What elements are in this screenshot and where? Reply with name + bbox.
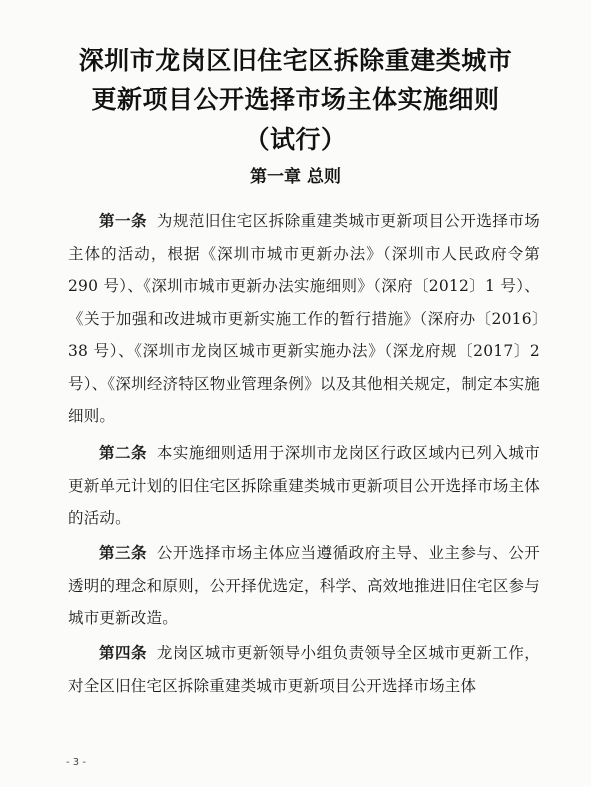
title-line-3: （试行） <box>244 125 347 154</box>
article-3 <box>68 537 540 635</box>
page-number: - 3 - <box>66 757 86 768</box>
article-label: 第二条 <box>99 444 147 462</box>
article-2 <box>68 437 540 535</box>
article-text: 为规范旧住宅区拆除重建类城市更新项目公开选择市场主体的活动，根据《深圳市城市更新办法》（深圳市人民政府令第 290 号）、《深圳市城市更新办法实施细则》（深府〔2012〕1 号）、《关于加强和改进城市更新实施工作的暂行措施》（深府办〔2016〕38 号）、《深圳市龙岗区城市更新实施办法》（深龙府规〔2017〕2 号）、《深圳经济特区物业管理条例》以及其他相关规定，制定本实施细则。 <box>68 212 540 425</box>
article-text: 龙岗区城市更新领导小组负责领导全区城市更新工作，对全区旧住宅区拆除重建类城市更新项目公开选择市场主体 <box>68 644 540 695</box>
article-label: 第一条 <box>99 212 147 230</box>
chapter-heading: 第一章 总则 <box>250 167 341 187</box>
article-label: 第三条 <box>99 544 147 562</box>
article-text: 本实施细则适用于深圳市龙岗区行政区域内已列入城市更新单元计划的旧住宅区拆除重建类城市更新项目公开选择市场主体的活动。 <box>68 444 540 527</box>
article-label: 第四条 <box>99 644 147 662</box>
article-1 <box>68 205 540 433</box>
article-text: 公开选择市场主体应当遵循政府主导、业主参与、公开透明的理念和原则，公开择优选定，科学、高效地推进旧住宅区参与城市更新改造。 <box>68 544 540 627</box>
title-line-1: 深圳市龙岗区旧住宅区拆除重建类城市 <box>78 46 513 75</box>
article-4 <box>68 637 540 702</box>
title-line-2: 更新项目公开选择市场主体实施细则 <box>91 85 500 114</box>
